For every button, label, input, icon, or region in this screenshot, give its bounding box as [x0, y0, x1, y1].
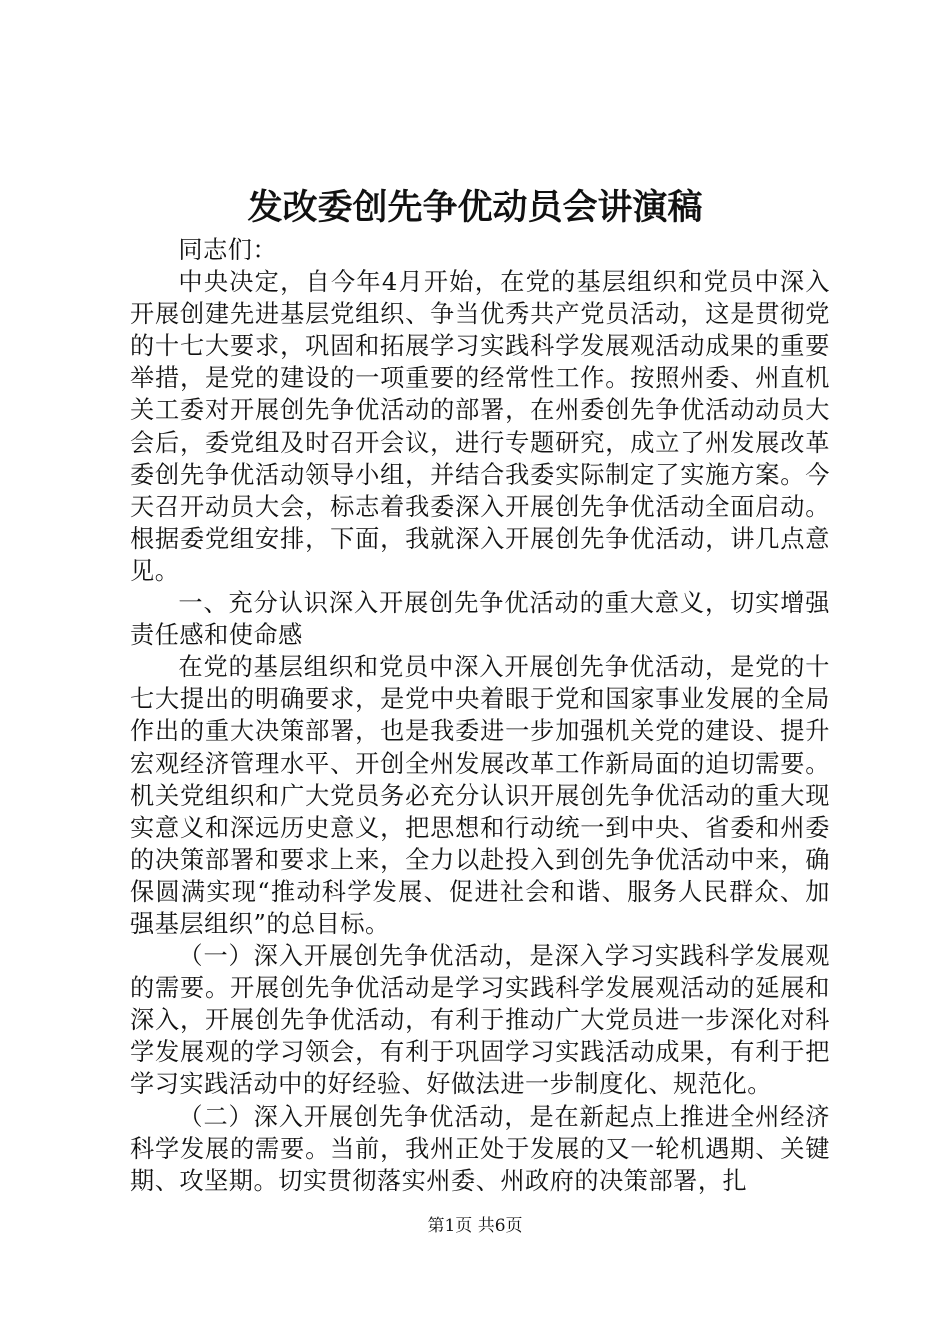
page-number-footer: 第1页 共6页 — [427, 1216, 523, 1236]
paragraph-salutation: 同志们： — [178, 236, 278, 264]
paragraph-section-body: 在党的基层组织和党员中深入开展创先争优活动，是党的十七大提出的明确要求，是党中央着眼于党和国家事业发展的全局作出的重大决策部署，也是我委进一步加强机关党的建设、提升宏观经济管理水平、开创全州发展改革工作新局面的迫切需要。机关党组织和广大党员务必充分认识开展创先争优活动的重大现实意义和深远历史意义，把思想和行动统一到中央、省委和州委的决策部署和要求上来，全力以赴投入到创先争优活动中来，确保圆满实现“推动科学发展、促进社会和谐、服务人民群众、加强基层组织”的总目标。 — [130, 653, 830, 938]
document-body — [130, 234, 830, 1197]
document-title: 发改委创先争优动员会讲演稿 — [247, 188, 703, 228]
paragraph-point-one: （一）深入开展创先争优活动，是深入学习实践科学发展观的需要。开展创先争优活动是学习实践科学发展观活动的延展和深入，开展创先争优活动，有利于推动广大党员进一步深化对科学发展观的学习领会，有利于巩固学习实践活动成果，有利于把学习实践活动中的好经验、好做法进一步制度化、规范化。 — [130, 942, 830, 1099]
paragraph-point-two: （二）深入开展创先争优活动，是在新起点上推进全州经济科学发展的需要。当前，我州正处于发展的又一轮机遇期、关键期、攻坚期。切实贯彻落实州委、州政府的决策部署，扎 — [130, 1102, 830, 1195]
paragraph-section-heading: 一、充分认识深入开展创先争优活动的重大意义，切实增强责任感和使命感 — [130, 589, 830, 650]
paragraph-intro: 中央决定，自今年4月开始，在党的基层组织和党员中深入开展创建先进基层党组织、争当优秀共产党员活动，这是贯彻党的十七大要求，巩固和拓展学习实践科学发展观活动成果的重要举措，是党的建设的一项重要的经常性工作。按照州委、州直机关工委对开展创先争优活动的部署，在州委创先争优活动动员大会后，委党组及时召开会议，进行专题研究，成立了州发展改革委创先争优活动领导小组，并结合我委实际制定了实施方案。今天召开动员大会，标志着我委深入开展创先争优活动全面启动。根据委党组安排，下面，我就深入开展创先争优活动，讲几点意见。 — [130, 268, 830, 585]
